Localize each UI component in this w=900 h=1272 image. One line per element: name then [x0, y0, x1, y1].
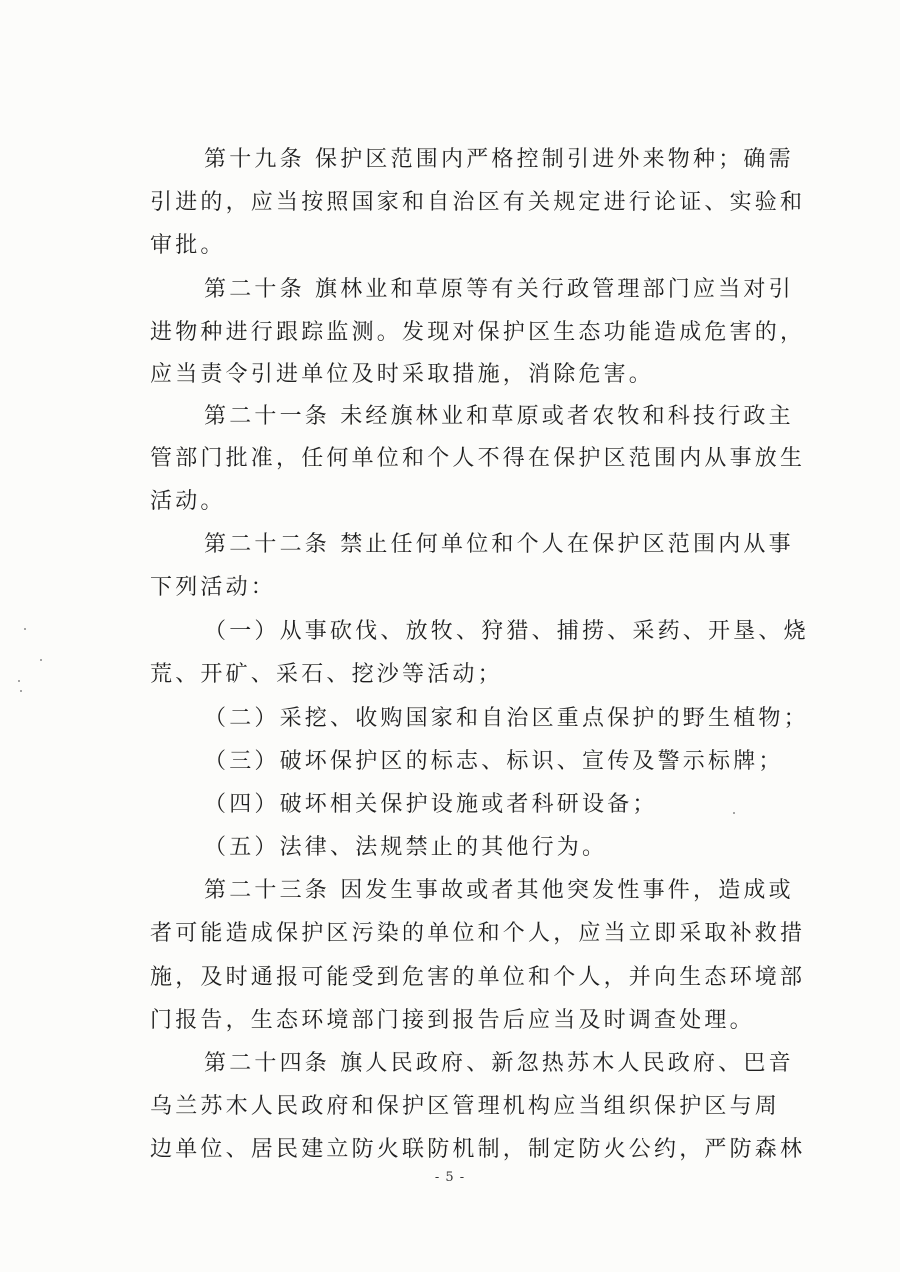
text-line: 乌兰苏木人民政府和保护区管理机构应当组织保护区与周 — [150, 1094, 781, 1119]
text-line: 第二十三条 因发生事故或者其他突发性事件，造成或 — [204, 878, 794, 903]
text-line: （二）采挖、收购国家和自治区重点保护的野生植物； — [204, 706, 809, 731]
text-line: （四）破坏相关保护设施或者科研设备； — [204, 792, 658, 817]
text-line: 引进的，应当按照国家和自治区有关规定进行论证、实验和 — [150, 190, 806, 215]
text-line: 第二十一条 未经旗林业和草原或者农牧和科技行政主 — [204, 404, 794, 429]
text-line: 者可能造成保护区污染的单位和个人，应当立即采取补救措 — [150, 921, 806, 946]
text-line: 下列活动： — [150, 575, 277, 600]
text-line: 进物种进行跟踪监测。发现对保护区生态功能造成危害的， — [150, 320, 806, 345]
scan-speck — [24, 628, 26, 630]
text-line: 第二十四条 旗人民政府、新忽热苏木人民政府、巴音 — [204, 1051, 794, 1076]
text-line: 第十九条 保护区范围内严格控制引进外来物种；确需 — [204, 147, 794, 172]
text-line: 门报告，生态环境部门接到报告后应当及时调查处理。 — [150, 1008, 755, 1033]
scan-speck — [18, 680, 20, 682]
text-line: 活动。 — [150, 489, 226, 514]
text-line: 应当责令引进单位及时采取措施，消除危害。 — [150, 362, 655, 387]
text-line: （一）从事砍伐、放牧、狩猎、捕捞、采药、开垦、烧 — [204, 619, 809, 644]
scan-speck — [20, 690, 22, 692]
page-number: - 5 - — [434, 1170, 466, 1185]
text-line: 管部门批准，任何单位和个人不得在保护区范围内从事放生 — [150, 446, 806, 471]
text-line: 边单位、居民建立防火联防机制，制定防火公约，严防森林 — [150, 1137, 806, 1162]
scan-speck — [40, 659, 42, 661]
text-line: 第二十二条 禁止任何单位和个人在保护区范围内从事 — [204, 532, 794, 557]
scan-speck — [733, 812, 735, 814]
text-line: 荒、开矿、采石、挖沙等活动； — [150, 662, 503, 687]
text-line: （三）破坏保护区的标志、标识、宣传及警示标牌； — [204, 749, 784, 774]
text-line: （五）法律、法规禁止的其他行为。 — [204, 835, 608, 860]
text-line: 审批。 — [150, 233, 226, 258]
text-line: 施，及时通报可能受到危害的单位和个人，并向生态环境部 — [150, 965, 806, 990]
text-line: 第二十条 旗林业和草原等有关行政管理部门应当对引 — [204, 277, 794, 302]
